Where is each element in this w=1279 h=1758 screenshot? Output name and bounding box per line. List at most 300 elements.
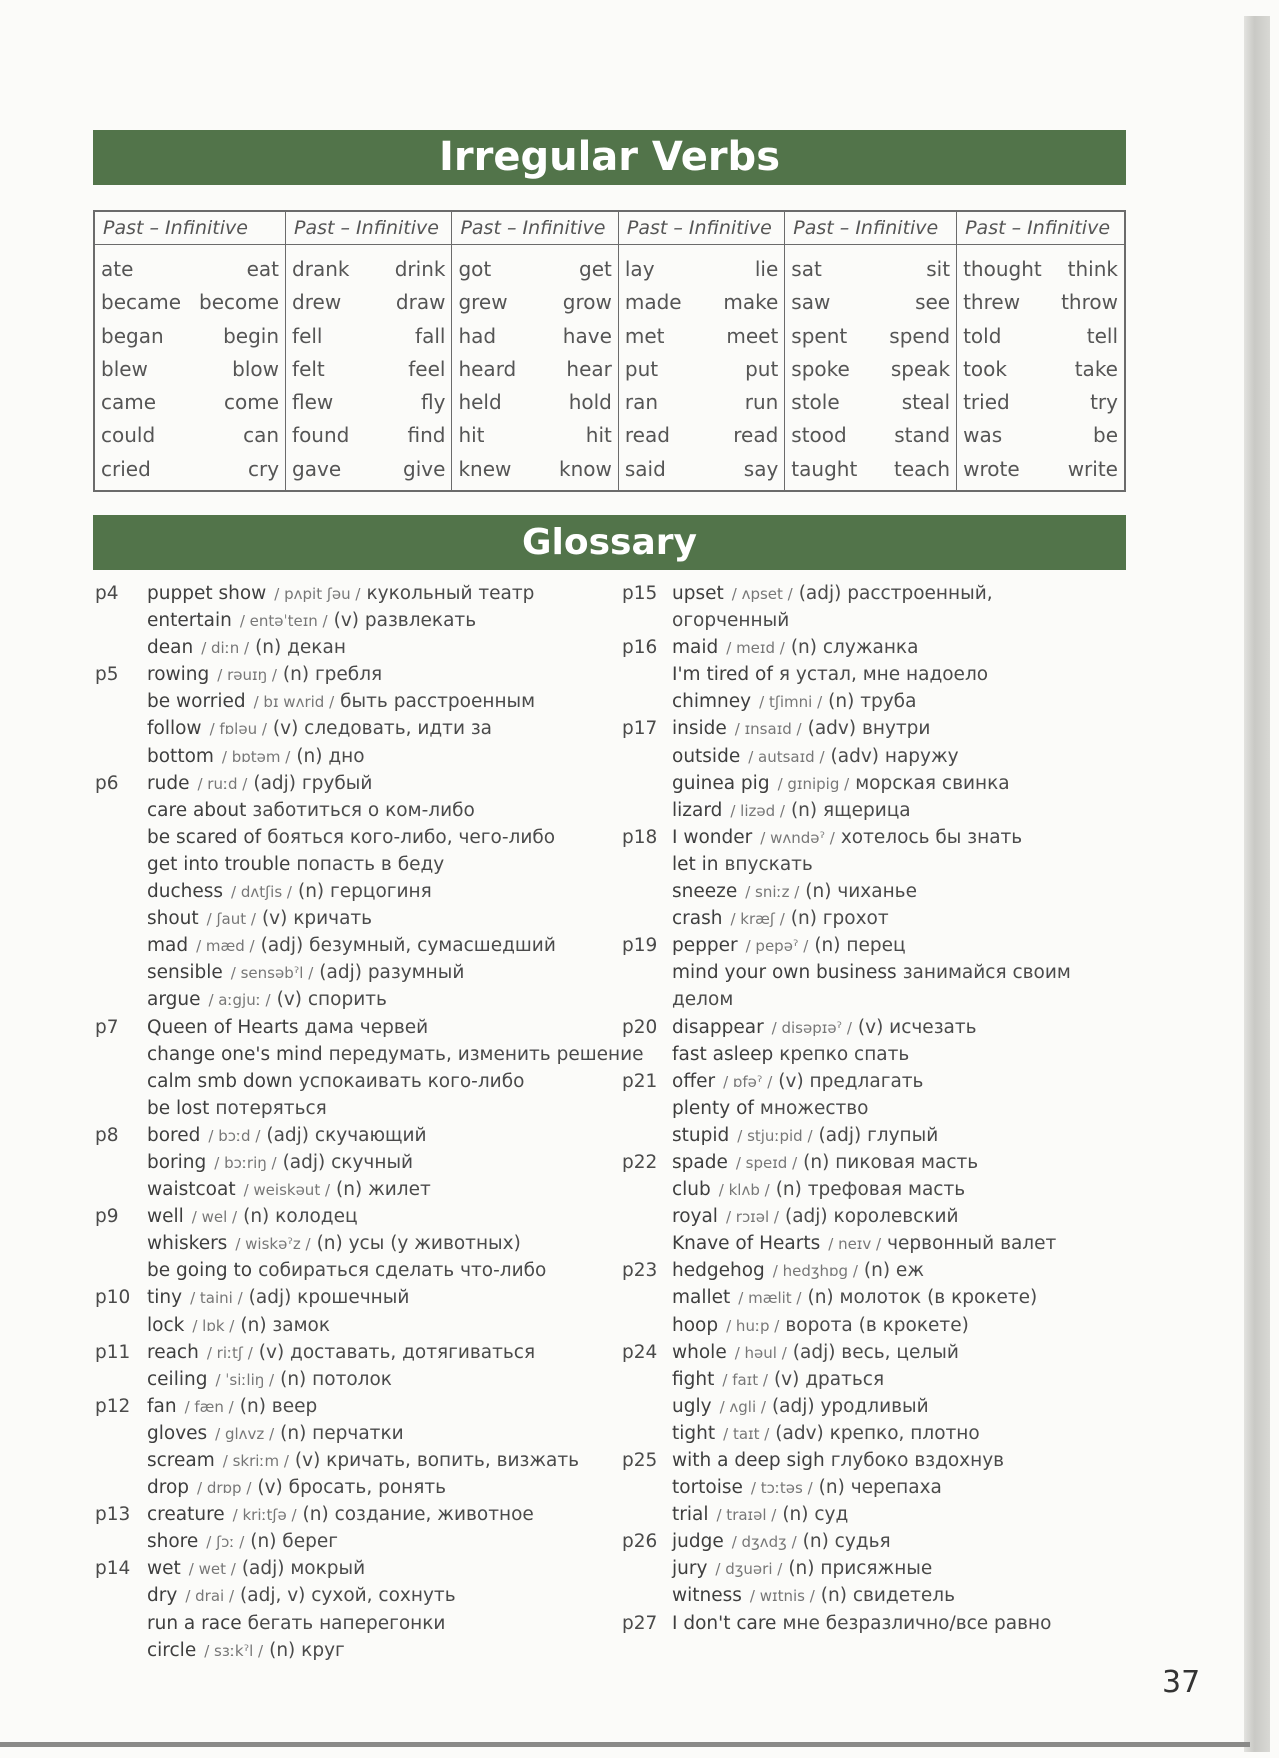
verb-past: ran: [624, 390, 659, 415]
verb-infinitive: run: [744, 390, 779, 415]
glossary-entry: [622, 1068, 1122, 1095]
glossary-page-ref: p16: [622, 637, 658, 659]
verb-infinitive: can: [243, 423, 280, 448]
glossary-translation: (n) пиковая масть: [803, 1151, 979, 1173]
glossary-entry: [95, 932, 620, 959]
glossary-word: be scared of: [147, 826, 262, 848]
verb-infinitive: throw: [1061, 290, 1118, 315]
glossary-translation: (adv) наружу: [830, 745, 959, 767]
glossary-entry: [95, 1393, 620, 1420]
glossary-transcription: / rɔɪəl /: [725, 1208, 779, 1227]
glossary-transcription: / kriːtʃə /: [232, 1506, 297, 1525]
glossary-transcription: / wet /: [188, 1560, 236, 1579]
glossary-transcription: / faɪt /: [722, 1370, 768, 1389]
glossary-word: tiny: [147, 1287, 183, 1309]
glossary-translation: (n) служанка: [790, 637, 919, 659]
page-number: 37: [1162, 1665, 1201, 1700]
verb-infinitive: feel: [408, 356, 446, 381]
glossary-right-column: [622, 580, 1122, 1637]
verb-past: began: [101, 323, 164, 348]
glossary-transcription: / wʌndəˀ /: [760, 828, 835, 847]
glossary-page-ref: p18: [622, 826, 658, 848]
verb-row: [619, 320, 784, 353]
glossary-translation: (adj) безумный, сумасшедший: [260, 935, 556, 957]
verb-row: [957, 253, 1124, 286]
glossary-word: lock: [147, 1314, 185, 1336]
verb-past: became: [101, 290, 182, 315]
glossary-translation: (n) грохот: [790, 908, 889, 930]
glossary-word: sneeze: [672, 881, 738, 903]
verb-past: fell: [292, 323, 323, 348]
verb-row: [785, 286, 956, 319]
verb-row: [957, 320, 1124, 353]
glossary-word: boring: [147, 1151, 207, 1173]
glossary-word: disappear: [672, 1016, 764, 1038]
page-edge: [1244, 16, 1270, 1752]
glossary-page-ref: p15: [622, 583, 658, 604]
glossary-transcription: / drai /: [185, 1587, 235, 1606]
glossary-page-ref: p27: [622, 1612, 658, 1634]
glossary-word: trial: [672, 1504, 709, 1526]
glossary-translation: (n) еж: [863, 1260, 924, 1282]
glossary-entry: [622, 607, 1122, 634]
glossary-word: tortoise: [672, 1477, 743, 1499]
glossary-translation: (v) развлекать: [333, 610, 477, 632]
verb-infinitive: put: [745, 356, 779, 381]
glossary-word: run a race: [147, 1612, 242, 1634]
glossary-entry: [95, 1176, 620, 1203]
glossary-translation: (n) свидетель: [820, 1585, 955, 1607]
glossary-translation: (v) следовать, идти за: [272, 718, 493, 740]
glossary-translation: (n) усы (у животных): [316, 1233, 521, 1255]
glossary-translation: (n) жилет: [336, 1179, 431, 1201]
glossary-entry: [95, 1068, 620, 1095]
verb-row: [619, 286, 784, 319]
glossary-page-ref: p4: [95, 583, 119, 604]
glossary-transcription: / speɪd /: [735, 1153, 798, 1172]
glossary-entry: [622, 959, 1122, 986]
glossary-word: sensible: [147, 962, 223, 984]
glossary-word: get into trouble: [147, 853, 291, 875]
glossary-translation: (v) доставать, дотягиваться: [258, 1341, 536, 1363]
verb-infinitive: eat: [246, 257, 280, 281]
glossary-entry: [95, 1122, 620, 1149]
glossary-word: fan: [147, 1395, 177, 1417]
verb-past: put: [624, 356, 659, 381]
verb-row: [619, 419, 784, 452]
glossary-transcription: / kræʃ /: [730, 910, 785, 929]
glossary-word: gloves: [147, 1422, 208, 1444]
glossary-transcription: / bɔːd /: [208, 1126, 261, 1145]
verb-past: lay: [624, 257, 655, 281]
glossary-translation: червонный валет: [887, 1233, 1057, 1255]
glossary-word: offer: [672, 1070, 716, 1092]
glossary-entry: [95, 1637, 620, 1664]
glossary-transcription: / lizəd /: [730, 801, 785, 820]
verb-infinitive: stand: [894, 423, 951, 448]
verb-infinitive: write: [1067, 456, 1118, 481]
glossary-entry: [95, 607, 620, 634]
verb-infinitive: fly: [421, 390, 446, 415]
glossary-transcription: / disəpɪəˀ /: [771, 1018, 852, 1037]
verb-column-header: Past – Infinitive: [452, 212, 617, 245]
glossary-page-ref: p25: [622, 1450, 658, 1471]
glossary-translation: (n) перец: [814, 935, 906, 957]
glossary-translation: бегать наперегонки: [247, 1612, 446, 1634]
glossary-entry: [95, 1230, 620, 1257]
verb-past: ate: [101, 257, 134, 281]
verb-row: [452, 253, 617, 286]
glossary-word: Queen of Hearts: [147, 1016, 299, 1038]
glossary-transcription: / pepəˀ /: [745, 937, 809, 956]
glossary-entry: [95, 580, 620, 607]
glossary-entry: [95, 1420, 620, 1447]
verb-past: had: [458, 323, 497, 348]
verb-column: [957, 212, 1124, 490]
glossary-entry: [95, 905, 620, 932]
verb-past: held: [458, 390, 502, 415]
glossary-entry: [622, 1257, 1122, 1284]
glossary-page-ref: p21: [622, 1070, 658, 1092]
glossary-entry: [622, 986, 1122, 1013]
verb-column: [619, 212, 785, 490]
glossary-transcription: / lɒk /: [192, 1316, 235, 1335]
glossary-translation: собираться сделать что-либо: [258, 1260, 547, 1282]
glossary-entry: [95, 715, 620, 742]
glossary-entry: [622, 770, 1122, 797]
verb-row: [286, 253, 451, 286]
verb-row: [452, 353, 617, 386]
glossary-entry: [95, 1257, 620, 1284]
glossary-entry: [95, 1610, 620, 1637]
glossary-word: hoop: [672, 1314, 719, 1336]
glossary-entry: [622, 715, 1122, 742]
glossary-entry: [622, 661, 1122, 688]
verb-row: [286, 419, 451, 452]
glossary-word: crash: [672, 908, 723, 930]
glossary-entry: [95, 1041, 644, 1068]
glossary-translation: (adj) глупый: [818, 1124, 939, 1146]
glossary-word: witness: [672, 1585, 742, 1607]
glossary-transcription: / weiskəut /: [243, 1181, 331, 1200]
glossary-word: mind your own business: [672, 962, 897, 984]
glossary-translation: множество: [759, 1097, 869, 1119]
verb-past: drew: [292, 290, 342, 315]
glossary-transcription: / dʌtʃis /: [231, 883, 292, 902]
verb-row: [957, 286, 1124, 319]
verb-row: [957, 353, 1124, 386]
glossary-word: argue: [147, 989, 201, 1011]
glossary-entry: [622, 1122, 1122, 1149]
glossary-word: jury: [672, 1558, 708, 1580]
glossary-word: drop: [147, 1477, 190, 1499]
glossary-transcription: / ʌpset /: [731, 585, 793, 603]
glossary-translation: (n) веер: [239, 1395, 318, 1417]
irregular-verbs-table: [93, 210, 1126, 492]
verb-row: [619, 386, 784, 419]
verb-row: [95, 253, 285, 286]
glossary-word: I'm tired of: [672, 664, 773, 686]
verb-past: blew: [101, 356, 148, 381]
glossary-entry: [622, 1014, 1122, 1041]
verb-row: [452, 419, 617, 452]
glossary-entry: [95, 797, 620, 824]
verb-past: flew: [292, 390, 334, 415]
glossary-transcription: / drɒp /: [197, 1479, 252, 1498]
glossary-word: judge: [672, 1531, 724, 1553]
verb-row: [95, 386, 285, 419]
glossary-translation: (n) круг: [269, 1639, 345, 1661]
verb-past: took: [963, 356, 1007, 381]
glossary-transcription: / neɪv /: [828, 1235, 882, 1254]
glossary-word: Knave of Hearts: [672, 1233, 821, 1255]
verb-column: [452, 212, 618, 490]
verb-past: got: [458, 257, 492, 281]
glossary-word: circle: [147, 1639, 197, 1661]
glossary-transcription: / autsaɪd /: [748, 747, 825, 766]
verb-row: [286, 353, 451, 386]
verb-past: said: [624, 456, 666, 481]
glossary-entry: [622, 1339, 1122, 1366]
glossary-entry: [95, 1474, 620, 1501]
verb-column-header: Past – Infinitive: [785, 212, 956, 245]
glossary-word: be worried: [147, 691, 246, 713]
glossary-entry: [622, 1610, 1122, 1637]
glossary-translation: (v) кричать, вопить, визжать: [294, 1450, 580, 1471]
glossary-entry: [622, 1555, 1122, 1582]
glossary-translation: (adj) разумный: [319, 962, 465, 984]
glossary-word: rude: [147, 772, 190, 794]
glossary-translation: (n) молоток (в крокете): [807, 1287, 1038, 1309]
verb-infinitive: make: [723, 290, 779, 315]
glossary-page-ref: p12: [95, 1395, 131, 1417]
glossary-word: let in: [672, 853, 719, 875]
glossary-translation: (n) судья: [802, 1531, 891, 1553]
glossary-entry: [622, 743, 1122, 770]
glossary-translation: (v) бросать, ронять: [257, 1477, 447, 1499]
glossary-word: mallet: [672, 1287, 731, 1309]
verb-infinitive: spend: [889, 323, 951, 348]
glossary-entry: [622, 1041, 1122, 1068]
glossary-translation: ворота (в крокете): [785, 1314, 969, 1336]
verb-infinitive: cry: [247, 456, 280, 481]
glossary-word: upset: [672, 583, 724, 604]
glossary-translation: (n) дно: [296, 745, 365, 767]
glossary-translation: мне безразлично/все равно: [782, 1612, 1052, 1634]
glossary-entry: [622, 797, 1122, 824]
glossary-entry: [622, 824, 1122, 851]
glossary-word: spade: [672, 1151, 728, 1173]
verb-row: [286, 286, 451, 319]
glossary-entry: [95, 959, 620, 986]
verb-past: grew: [458, 290, 508, 315]
glossary-transcription: / skriːm /: [222, 1452, 289, 1470]
glossary-translation: (adj) крошечный: [248, 1287, 410, 1309]
glossary-word: stupid: [672, 1124, 730, 1146]
verb-past: told: [963, 323, 1002, 348]
verb-column-header: Past – Infinitive: [286, 212, 451, 245]
glossary-word: be lost: [147, 1097, 210, 1119]
glossary-entry: [622, 1393, 1122, 1420]
glossary-translation: (n) перчатки: [280, 1422, 404, 1444]
verb-row: [785, 453, 956, 486]
glossary-transcription: / sniːz /: [745, 883, 800, 902]
glossary-transcription: / ˈsiːliŋ /: [215, 1370, 275, 1389]
glossary-translation: (n) присяжные: [788, 1558, 933, 1580]
glossary-word: bottom: [147, 745, 214, 767]
glossary-transcription: / bɔːriŋ /: [214, 1153, 277, 1172]
glossary-word: maid: [672, 637, 719, 659]
glossary-translation: быть расстроенным: [340, 691, 536, 713]
verb-infinitive: draw: [395, 290, 446, 315]
glossary-word: plenty of: [672, 1097, 754, 1119]
glossary-transcription: / diːn /: [201, 639, 250, 658]
glossary-transcription: / taini /: [190, 1289, 243, 1308]
verb-infinitive: lie: [754, 257, 779, 281]
glossary-translation: (n) берег: [250, 1531, 338, 1553]
glossary-translation: (adj) скучающий: [266, 1124, 427, 1146]
glossary-entry: [95, 1312, 620, 1339]
glossary-word: dry: [147, 1585, 178, 1607]
glossary-word: reach: [147, 1341, 199, 1363]
glossary-entry: [622, 1284, 1122, 1311]
glossary-entry: [95, 1582, 620, 1609]
verb-row: [286, 453, 451, 486]
verb-row: [785, 320, 956, 353]
glossary-translation: я устал, мне надоело: [778, 664, 989, 686]
glossary-page-ref: p10: [95, 1287, 131, 1309]
verb-row: [957, 453, 1124, 486]
glossary-word: be going to: [147, 1260, 253, 1282]
glossary-entry: [622, 1528, 1122, 1555]
glossary-word: outside: [672, 745, 741, 767]
glossary-translation: (n) герцогиня: [297, 881, 432, 903]
glossary-word: lizard: [672, 799, 723, 821]
glossary-word: creature: [147, 1504, 225, 1526]
verb-infinitive: come: [224, 390, 280, 415]
verb-past: taught: [791, 456, 858, 481]
glossary-translation: (n) чиханье: [805, 881, 917, 903]
glossary-translation: дама червей: [304, 1016, 429, 1038]
verb-column-header: Past – Infinitive: [957, 212, 1124, 245]
glossary-transcription: / mælit /: [738, 1289, 802, 1308]
verb-past: tried: [963, 390, 1010, 415]
verb-row: [619, 453, 784, 486]
glossary-translation: (adj) уродливый: [771, 1395, 929, 1417]
glossary-word: whiskers: [147, 1233, 228, 1255]
verb-past: cried: [101, 456, 151, 481]
glossary-transcription: / rəuɪŋ /: [217, 666, 277, 685]
verb-past: spent: [791, 323, 848, 348]
verb-infinitive: sit: [926, 257, 951, 281]
verb-row: [95, 419, 285, 452]
verb-past: stood: [791, 423, 847, 448]
glossary-word: hedgehog: [672, 1260, 765, 1282]
glossary-entry: [622, 634, 1122, 661]
glossary-page-ref: p19: [622, 935, 658, 957]
glossary-word: entertain: [147, 610, 232, 632]
verb-infinitive: think: [1067, 257, 1118, 281]
glossary-word: guinea pig: [672, 772, 770, 794]
glossary-transcription: / traɪəl /: [716, 1506, 777, 1525]
glossary-translation: делом: [672, 989, 734, 1011]
glossary-word: tight: [672, 1422, 716, 1444]
verb-past: met: [624, 323, 665, 348]
glossary-word: chimney: [672, 691, 752, 713]
glossary-translation: (adj, v) сухой, сохнуть: [240, 1585, 456, 1607]
glossary-translation: (n) суд: [782, 1504, 849, 1526]
glossary-translation: (n) трефовая масть: [775, 1179, 966, 1201]
verb-row: [785, 353, 956, 386]
glossary-translation: (v) исчезать: [857, 1016, 977, 1038]
glossary-transcription: / gɪnipig /: [777, 774, 850, 793]
verb-infinitive: read: [733, 423, 779, 448]
verb-past: spoke: [791, 356, 850, 381]
glossary-entry: [95, 688, 620, 715]
glossary-word: royal: [672, 1206, 718, 1228]
glossary-word: rowing: [147, 664, 210, 686]
glossary-translation: передумать, изменить решение: [328, 1043, 644, 1065]
glossary-transcription: / stjuːpid /: [737, 1126, 813, 1145]
glossary-translation: занимайся своим: [902, 962, 1071, 984]
glossary-transcription: / ʃɔː /: [206, 1533, 245, 1552]
glossary-page-ref: p8: [95, 1124, 119, 1146]
glossary-translation: (v) драться: [773, 1368, 885, 1390]
glossary-translation: попасть в беду: [296, 853, 445, 875]
glossary-entry: [95, 661, 620, 688]
verb-past: thought: [963, 257, 1042, 281]
glossary-translation: (adv) крепко, плотно: [775, 1422, 980, 1444]
glossary-translation: бояться кого-либо, чего-либо: [267, 826, 556, 848]
verb-infinitive: try: [1090, 390, 1118, 415]
verb-past: made: [624, 290, 682, 315]
glossary-word: ugly: [672, 1395, 712, 1417]
verb-infinitive: hit: [585, 423, 612, 448]
glossary-transcription: / klʌb /: [718, 1181, 770, 1200]
verb-infinitive: be: [1093, 423, 1118, 448]
verb-column: [286, 212, 452, 490]
verb-past: hit: [458, 423, 485, 448]
verb-past: wrote: [963, 456, 1020, 481]
glossary-word: scream: [147, 1450, 215, 1471]
glossary-transcription: / dʒʌdʒ /: [731, 1533, 797, 1552]
verb-row: [957, 386, 1124, 419]
glossary-transcription: / mæd /: [196, 937, 255, 956]
glossary-translation: впускать: [724, 853, 813, 875]
glossary-word: bored: [147, 1124, 201, 1146]
verb-infinitive: tell: [1086, 323, 1118, 348]
glossary-entry: [622, 1501, 1122, 1528]
verb-row: [785, 386, 956, 419]
glossary-transcription: / bɒtəm /: [221, 747, 291, 766]
glossary-transcription: / entəˈteɪn /: [239, 612, 328, 631]
glossary-translation: (adv) внутри: [807, 718, 931, 740]
verb-infinitive: grow: [562, 290, 612, 315]
verb-column: [785, 212, 957, 490]
verb-row: [452, 453, 617, 486]
glossary-translation: хотелось бы знать: [840, 826, 1023, 848]
glossary-entry: [95, 824, 620, 851]
verb-infinitive: give: [403, 456, 446, 481]
glossary-word: care about: [147, 799, 247, 821]
glossary-entry: [622, 1582, 1122, 1609]
glossary-entry: [95, 1366, 620, 1393]
glossary-transcription: / tʃimni /: [759, 693, 823, 712]
glossary-page-ref: p23: [622, 1260, 658, 1282]
glossary-translation: (v) кричать: [261, 908, 373, 930]
verb-past: stole: [791, 390, 840, 415]
verb-row: [452, 386, 617, 419]
